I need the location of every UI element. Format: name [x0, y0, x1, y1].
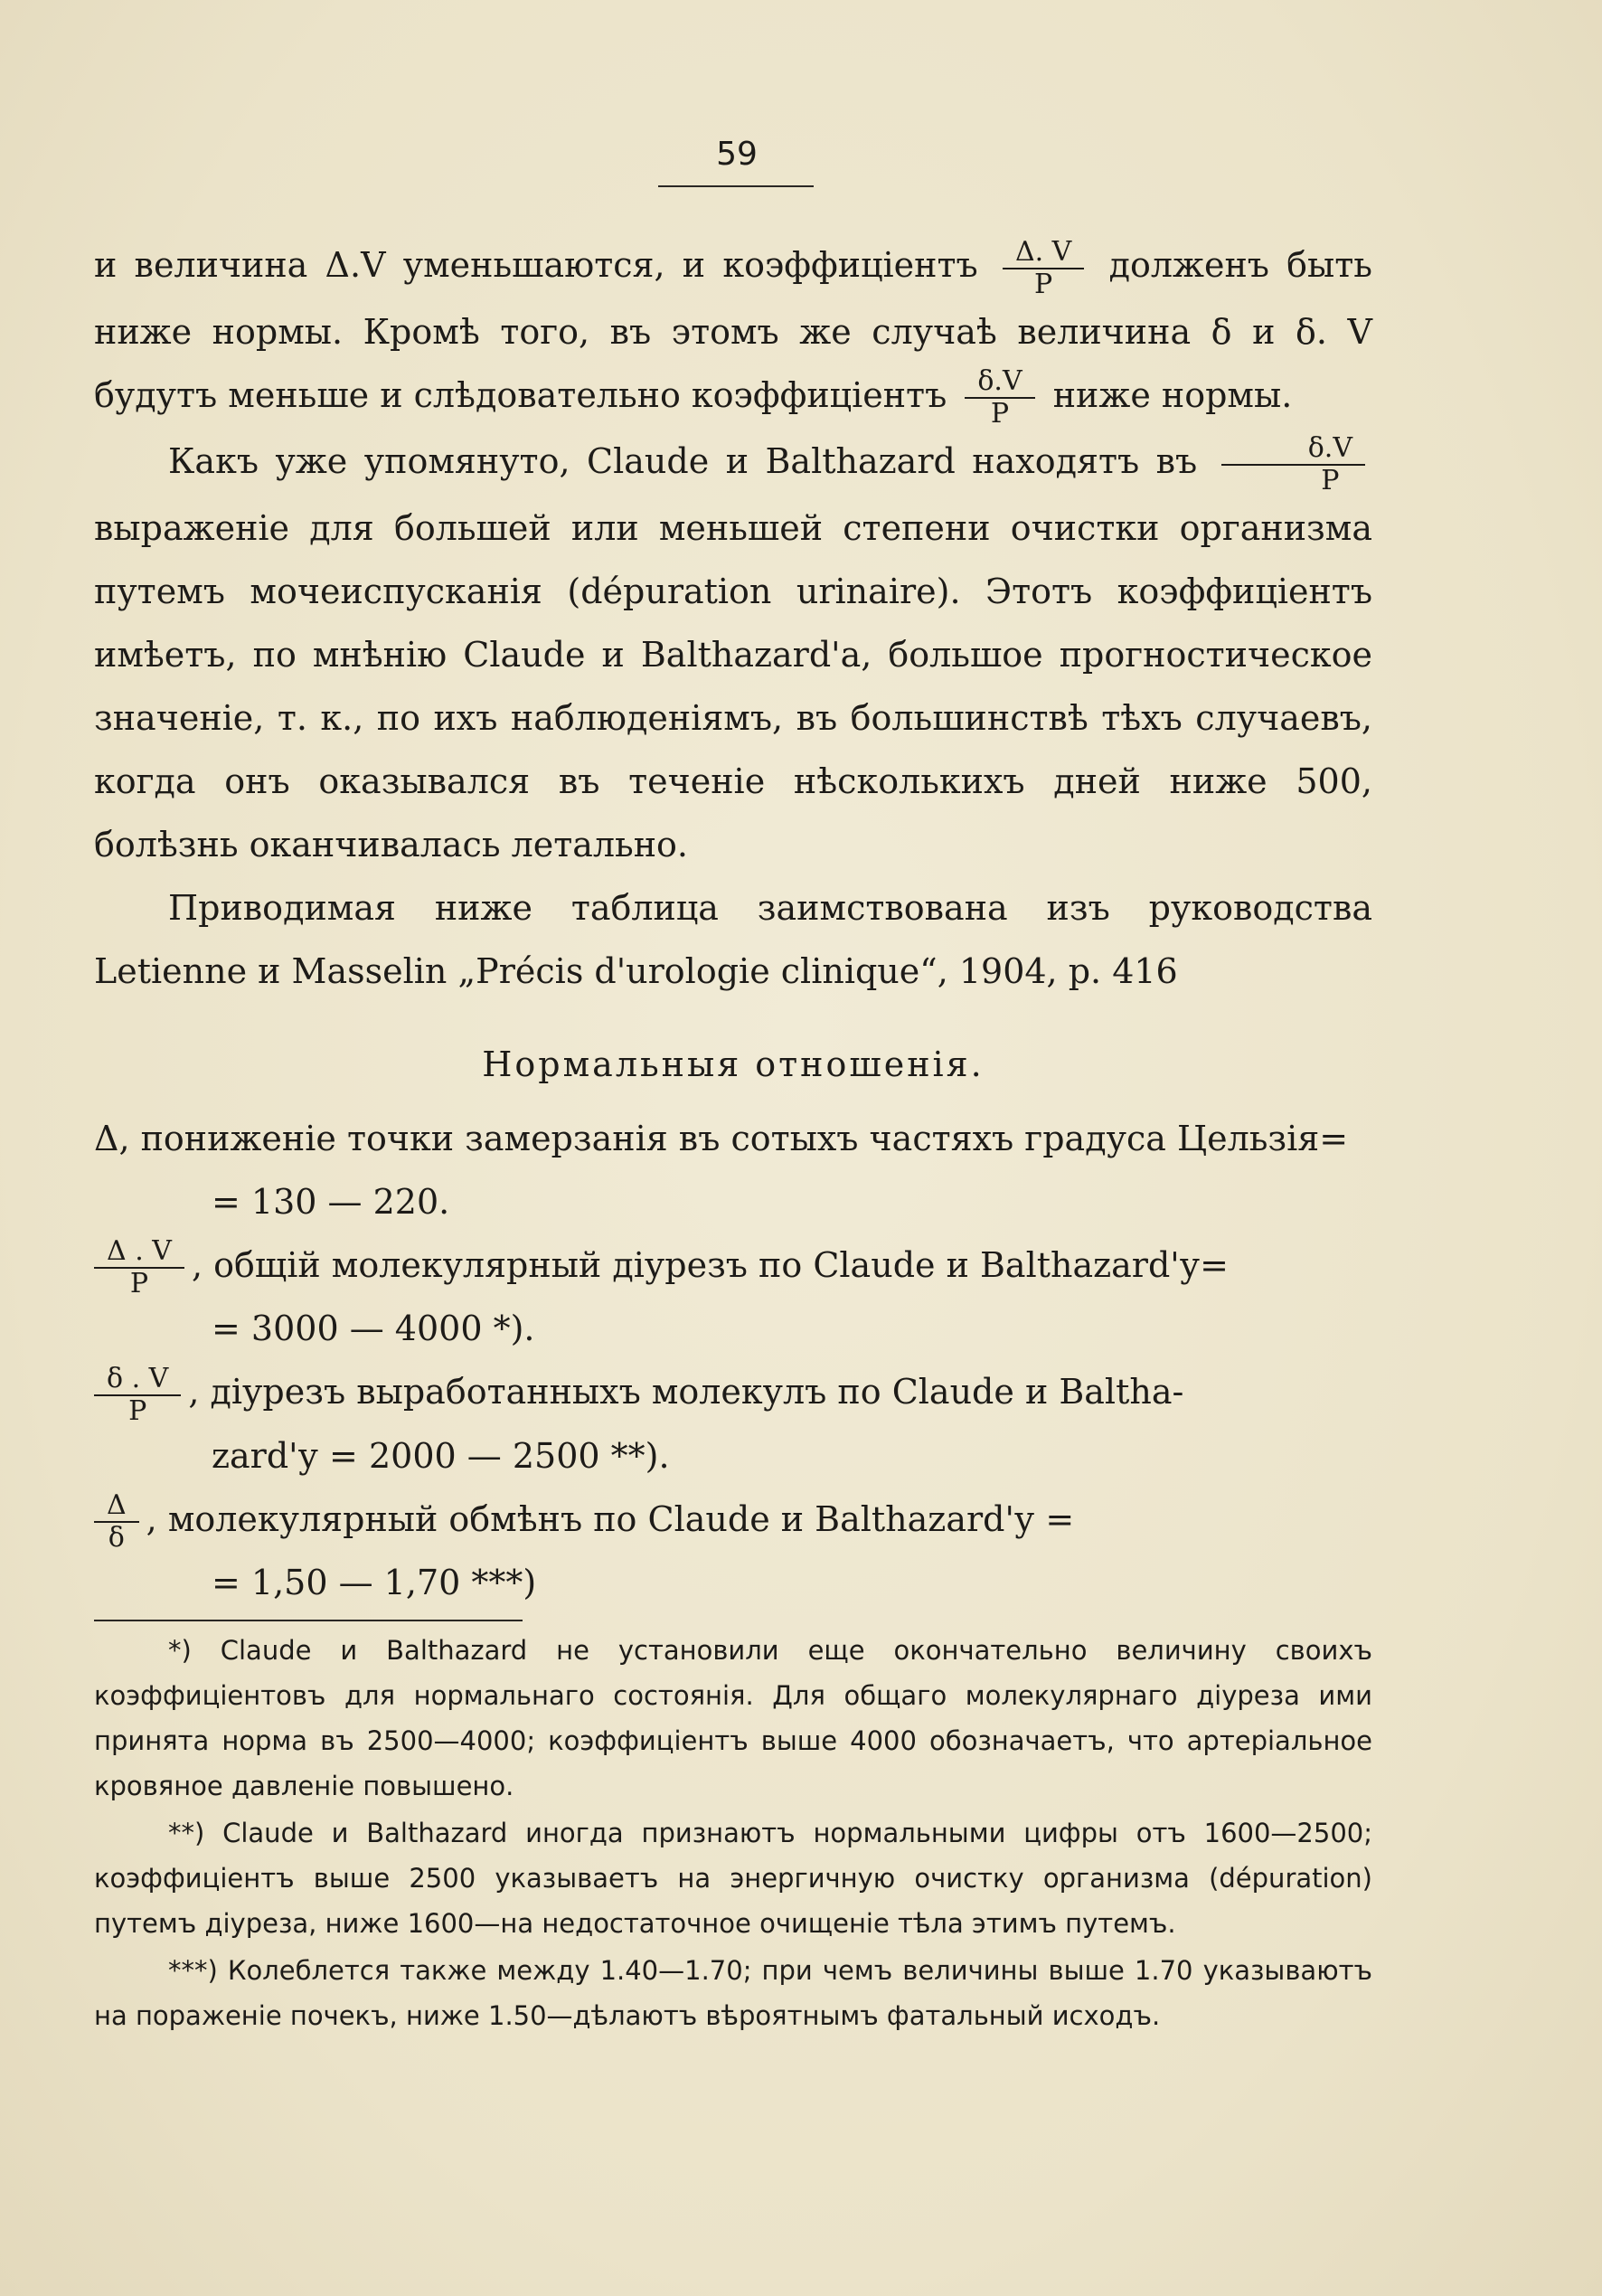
equation-molecular-exchange-line-2: = 1,50 — 1,70 ***)	[212, 1563, 537, 1602]
footnote-rule	[94, 1620, 523, 1621]
page-number-rule	[658, 185, 814, 187]
equation-delta-line-2: = 130 — 220.	[212, 1181, 450, 1222]
fraction-delta-over-small-delta	[94, 1490, 139, 1554]
equation-general-diuresis	[94, 1231, 1372, 1358]
fraction-denominator: P	[1034, 268, 1053, 300]
fraction-denominator: P	[128, 1394, 147, 1427]
main-text	[94, 233, 1372, 1611]
fraction-delta-small-v-over-p	[94, 1364, 181, 1427]
fraction-delta-small-v-over-p	[1221, 433, 1365, 496]
footnote-3: ***) Колеблется также между 1.40—1.70; при чемъ величины выше 1.70 указываютъ на пораженіе почекъ, ниже 1.50—дѣлаютъ вѣроятнымъ фатальный исходъ.	[94, 1955, 1372, 2031]
paragraph-1	[94, 233, 1372, 430]
fraction-numerator: Δ	[94, 1490, 139, 1523]
fraction-delta-v-over-p	[1003, 237, 1084, 300]
equation-molecular-exchange-text: , молекулярный обмѣнъ по Claude и Balthazard'у =	[146, 1498, 1075, 1539]
equation-general-diuresis-line-2: = 3000 — 4000 *).	[212, 1309, 535, 1348]
equation-worked-molecules-line-2: zard'у = 2000 — 2500 **).	[212, 1435, 670, 1476]
fraction-denominator: P	[129, 1268, 149, 1299]
equation-worked-molecules-line-1	[94, 1357, 1372, 1427]
section-heading: Нормальныя отношенія.	[482, 1044, 985, 1084]
paragraph-2-text-b: выраженіе для большей или меньшей степени очистки организма путемъ мочеиспусканія (dépuration urinaire). Этотъ коэффиціентъ имѣетъ, по мнѣнію Claude и Balthazard'a, большое прогностическое значеніе, т. к., по ихъ наблюденіямъ, въ большинствѣ тѣхъ случаевъ, когда онъ оказывался въ теченіе нѣсколькихъ дней ниже 500, болѣзнь оканчивалась летально.	[94, 507, 1372, 865]
fraction-numerator: δ.V	[965, 366, 1034, 399]
fraction-numerator: Δ. V	[1003, 237, 1084, 269]
paragraph-3: Приводимая ниже таблица заимствована изъ руководства Letienne и Masselin „Précis d'urologie clinique“, 1904, p. 416	[94, 887, 1372, 991]
equation-worked-molecules-text: , діурезъ выработанныхъ молекулъ по Claude и Baltha-	[188, 1372, 1184, 1412]
equation-general-diuresis-text: , общій молекулярный діурезъ по Claude и Balthazard'у=	[191, 1244, 1229, 1285]
fraction-delta-v-over-p	[94, 1236, 184, 1299]
equation-general-diuresis-line-1	[94, 1231, 1372, 1300]
fraction-denominator: P	[990, 398, 1010, 430]
equation-molecular-exchange	[94, 1485, 1372, 1612]
footnotes	[94, 1628, 1372, 2040]
paragraph-1-text-b: долженъ быть ниже нормы. Кромѣ того, въ этомъ же случаѣ величина δ и δ. V будутъ меньше и слѣдовательно коэффиціентъ	[94, 245, 1372, 415]
fraction-denominator: P	[1321, 464, 1340, 496]
fraction-denominator: δ	[108, 1522, 125, 1554]
paragraph-1-text-a: и величина Δ.V уменьшаются, и коэффиціентъ	[94, 245, 978, 285]
paragraph-1-text-c: ниже нормы.	[1052, 374, 1293, 415]
fraction-numerator: δ.V	[1221, 433, 1365, 466]
footnote-1: *) Claude и Balthazard не установили еще окончательно величину своихъ коэффиціентовъ для нормальнаго состоянія. Для общаго молекулярнаго діуреза ими принята норма въ 2500—4000; коэффиціентъ выше 4000 обозначаетъ, что артеріальное кровяное давленіе повышено.	[94, 1635, 1372, 1801]
footnote-2: **) Claude и Balthazard иногда признаютъ нормальными цифры отъ 1600—2500; коэффиціентъ выше 2500 указываетъ на энергичную очистку организма (dépuration) путемъ діуреза, ниже 1600—на недостаточное очищеніе тѣла этимъ путемъ.	[94, 1818, 1372, 1939]
equation-delta-line-1: Δ, пониженіе точки замерзанія въ сотыхъ частяхъ градуса Цельзія=	[94, 1118, 1349, 1158]
fraction-numerator: δ . V	[94, 1364, 181, 1396]
paragraph-2-text-a: Какъ уже упомянуто, Claude и Balthazard находятъ въ	[168, 441, 1198, 481]
equation-molecular-exchange-line-1	[94, 1485, 1372, 1554]
fraction-numerator: Δ . V	[94, 1236, 184, 1269]
equation-delta	[94, 1104, 1372, 1231]
page-number: 59	[716, 136, 758, 173]
equation-worked-molecules	[94, 1357, 1372, 1485]
fraction-delta-small-v-over-p	[965, 366, 1034, 430]
paragraph-2	[94, 430, 1372, 876]
